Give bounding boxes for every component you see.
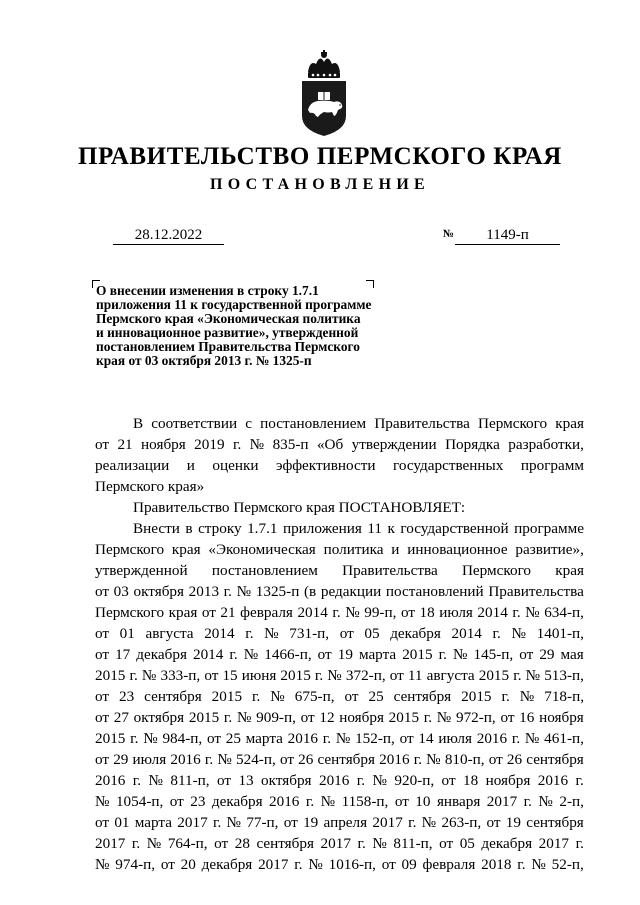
- body-line: реализации и оценки эффективности государственных программ: [95, 457, 584, 474]
- document-subject: [96, 284, 426, 367]
- perm-krai-coat-of-arms-icon: [296, 50, 352, 136]
- body-line: утвержденной постановлением Правительства Пермского края: [95, 562, 584, 579]
- document-number: 1149-п: [455, 226, 560, 245]
- body-line: от 29 июля 2016 г. № 524-п, от 26 сентября 2016 г. № 810-п, от 26 сентября: [95, 751, 584, 768]
- subject-line: и инновационное развитие», утвержденной: [96, 324, 359, 340]
- body-line: 2015 г. № 333-п, от 15 июня 2015 г. № 372-п, от 11 августа 2015 г. № 513-п,: [95, 667, 584, 684]
- body-line: Правительство Пермского края ПОСТАНОВЛЯЕТ:: [133, 499, 466, 516]
- body-line: от 23 сентября 2015 г. № 675-п, от 25 сентября 2015 г. № 718-п,: [95, 688, 584, 705]
- government-title: ПРАВИТЕЛЬСТВО ПЕРМСКОГО КРАЯ: [78, 143, 562, 170]
- body-line: от 21 ноября 2019 г. № 835-п «Об утверждении Порядка разработки,: [95, 436, 584, 453]
- subject-line: края от 03 октября 2013 г. № 1325-п: [96, 352, 312, 368]
- body-line: Пермского края «Экономическая политика и инновационное развитие»,: [95, 541, 584, 558]
- subject-line: Пермского края «Экономическая политика: [96, 310, 361, 326]
- body-line: В соответствии с постановлением Правительства Пермского края: [133, 415, 584, 432]
- body-line: от 01 августа 2014 г. № 731-п, от 05 декабря 2014 г. № 1401-п,: [95, 625, 584, 642]
- body-line: 2017 г. № 764-п, от 28 сентября 2017 г. № 811-п, от 05 декабря 2017 г.: [95, 835, 584, 852]
- body-line: от 01 марта 2017 г. № 77-п, от 19 апреля 2017 г. № 263-п, от 19 сентября: [95, 814, 584, 831]
- body-line: от 27 октября 2015 г. № 909-п, от 12 ноября 2015 г. № 972-п, от 16 ноября: [95, 709, 584, 726]
- body-line: 2016 г. № 811-п, от 13 октября 2016 г. № 920-п, от 18 ноября 2016 г.: [95, 772, 584, 789]
- body-line: от 03 октября 2013 г. № 1325-п (в редакции постановлений Правительства: [95, 583, 584, 600]
- body-line: № 974-п, от 20 декабря 2017 г. № 1016-п, от 09 февраля 2018 г. № 52-п,: [95, 856, 584, 873]
- body-line: от 17 декабря 2014 г. № 1466-п, от 19 марта 2015 г. № 145-п, от 29 мая: [95, 646, 584, 663]
- body-line: Внести в строку 1.7.1 приложения 11 к государственной программе: [133, 520, 584, 537]
- subject-line: постановлением Правительства Пермского: [96, 338, 360, 354]
- document-date: 28.12.2022: [113, 226, 224, 245]
- document-body: [95, 413, 584, 875]
- subject-line: О внесении изменения в строку 1.7.1: [96, 283, 319, 298]
- body-line: Пермского края»: [95, 478, 205, 495]
- body-line: 2015 г. № 984-п, от 25 марта 2016 г. № 152-п, от 14 июля 2016 г. № 461-п,: [95, 730, 584, 747]
- body-line: Пермского края от 21 февраля 2014 г. № 99-п, от 18 июля 2014 г. № 634-п,: [95, 604, 584, 621]
- number-sign: №: [443, 228, 455, 240]
- document-type: ПОСТАНОВЛЕНИЕ: [209, 176, 431, 193]
- body-line: № 1054-п, от 23 декабря 2016 г. № 1158-п, от 10 января 2017 г. № 2-п,: [95, 793, 584, 810]
- subject-line: приложения 11 к государственной программе: [96, 296, 372, 312]
